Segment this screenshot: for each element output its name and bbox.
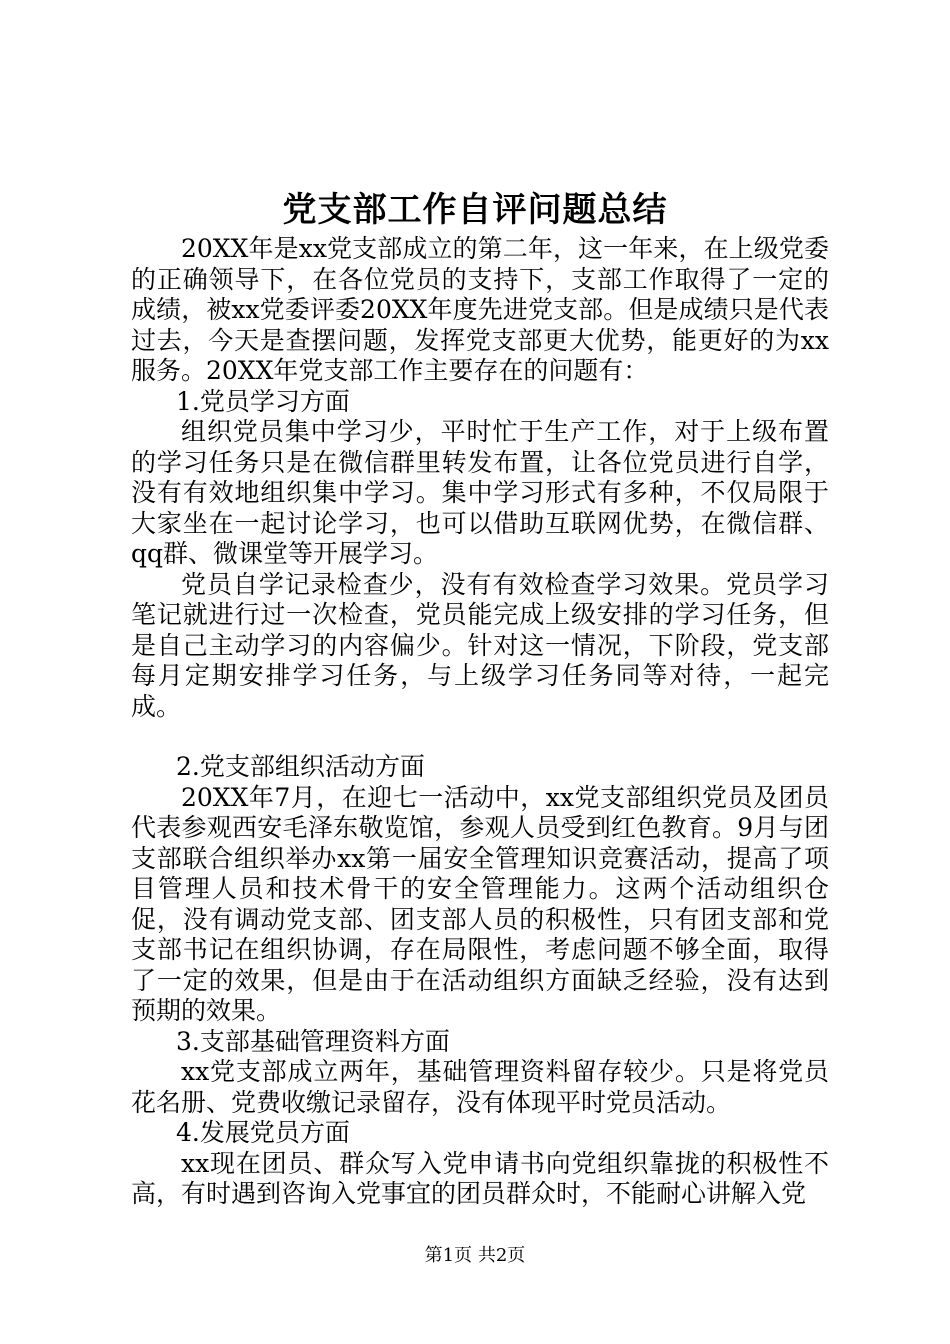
page-number-footer: 第1页 共2页 — [424, 1245, 526, 1266]
paragraph-intro: 20XX年是xx党支部成立的第二年，这一年来，在上级党委的正确领导下，在各位党员的支持下，支部工作取得了一定的成绩，被xx党委评委20XX年度先进党支部。但是成绩只是代表过去，今天是查摆问题，发挥党支部更大优势，能更好的为xx服务。20XX年党支部工作主要存在的问题有： — [131, 234, 829, 385]
paragraph-recruitment: xx现在团员、群众写入党申请书向党组织靠拢的积极性不高，有时遇到咨询入党事宜的团员群众时，不能耐心讲解入党 — [131, 1148, 829, 1208]
document-body — [131, 234, 829, 1210]
paragraph-records: xx党支部成立两年，基础管理资料留存较少。只是将党员花名册、党费收缴记录留存，没有体现平时党员活动。 — [131, 1057, 829, 1117]
document-title: 党支部工作自评问题总结 — [282, 190, 668, 230]
section-heading-2: 2.党支部组织活动方面 — [176, 752, 425, 781]
paragraph-study-2: 党员自学记录检查少，没有有效检查学习效果。党员学习笔记就进行过一次检查，党员能完成上级安排的学习任务，但是自己主动学习的内容偏少。针对这一情况，下阶段，党支部每月定期安排学习任务，与上级学习任务同等对待，一起完成。 — [131, 569, 829, 721]
paragraph-study-1: 组织党员集中学习少，平时忙于生产工作，对于上级布置的学习任务只是在微信群里转发布置，让各位党员进行自学，没有有效地组织集中学习。集中学习形式有多种，不仅局限于大家坐在一起讨论学习，也可以借助互联网优势，在微信群、qq群、微课堂等开展学习。 — [131, 417, 829, 568]
section-heading-1: 1.党员学习方面 — [176, 386, 350, 416]
section-heading-3: 3.支部基础管理资料方面 — [176, 1026, 450, 1056]
section-heading-4: 4.发展党员方面 — [176, 1118, 350, 1147]
paragraph-activities: 20XX年7月，在迎七一活动中，xx党支部组织党员及团员代表参观西安毛泽东敬览馆，参观人员受到红色教育。9月与团支部联合组织举办xx第一届安全管理知识竞赛活动，提高了项目管理人员和技术骨干的安全管理能力。这两个活动组织仓促，没有调动党支部、团支部人员的积极性，只有团支部和党支部书记在组织协调，存在局限性，考虑问题不够全面，取得了一定的效果，但是由于在活动组织方面缺乏经验，没有达到预期的效果。 — [131, 782, 829, 1025]
